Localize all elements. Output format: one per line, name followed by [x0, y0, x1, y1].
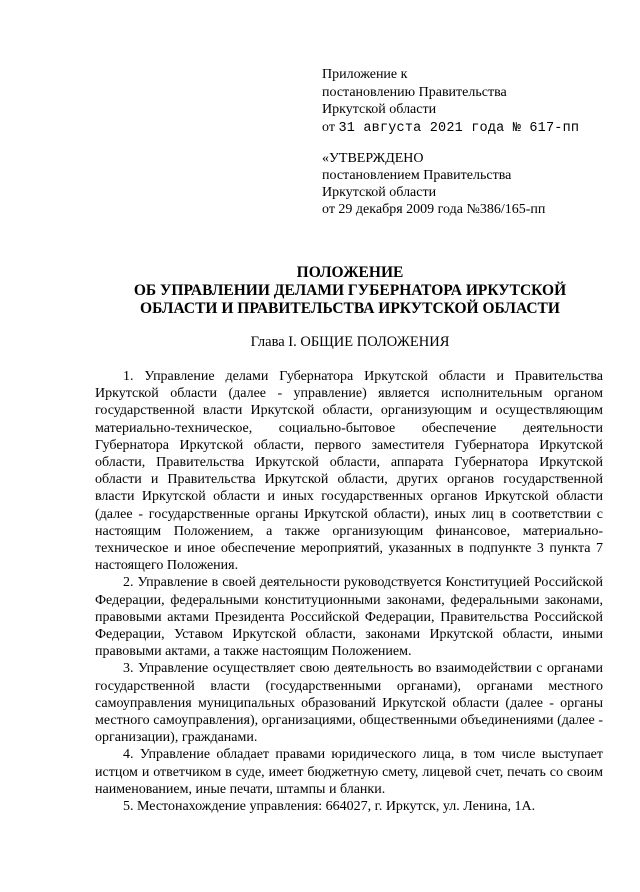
approved-line-4: от 29 декабря 2009 года №386/165-пп: [322, 202, 546, 217]
title-line-3: ОБЛАСТИ И ПРАВИТЕЛЬСТВА ИРКУТСКОЙ ОБЛАСТИ: [140, 300, 560, 317]
chapter-heading: Глава I. ОБЩИЕ ПОЛОЖЕНИЯ: [250, 334, 450, 350]
appendix-date-number: 31 августа 2021 года № 617-пп: [338, 120, 580, 136]
appendix-header: [322, 66, 622, 137]
paragraph-1: 1. Управление делами Губернатора Иркутской области и Правительства Иркутской области (далее - управление) является исполнительным органом государственной власти Иркутской области, организующим и осуществляющим материально-техническое, социально-бытовое обеспечение деятельности Губернатора Иркутской области, первого заместителя Губернатора Иркутской области, Правительства Иркутской области, аппарата Губернатора Иркутской области и Правительства Иркутской области, других органов государственной власти Иркутской области и иных государственных органов Иркутской области (далее - государственные органы Иркутской области), иных лиц в соответствии с настоящим Положением, а также организующим финансовое, материально-техническое и иное обеспечение мероприятий, указанных в подпункте 3 пункта 7 настоящего Положения.: [95, 369, 603, 574]
paragraph-3: 3. Управление осуществляет свою деятельность во взаимодействии с органами государственной власти (государственными органами), органами местного самоуправления муниципальных образований Иркутской области (далее - органы местного самоуправления), организациями, общественными объединениями (далее - организации), гражданами.: [95, 661, 603, 746]
appendix-line-2: постановлению Правительства: [322, 84, 507, 100]
paragraph-4: 4. Управление обладает правами юридического лица, в том числе выступает истцом и ответчиком в суде, имеет бюджетную смету, лицевой счет, печать со своим наименованием, иные печати, штампы и бланки.: [95, 747, 603, 797]
document-body: [95, 368, 603, 815]
approved-line-1: «УТВЕРЖДЕНО: [322, 151, 424, 166]
paragraph-5: 5. Местонахождение управления: 664027, г. Иркутск, ул. Ленина, 1А.: [123, 799, 536, 815]
document-title: [60, 264, 640, 318]
approved-line-2: постановлением Правительства: [322, 168, 512, 183]
approved-line-3: Иркутской области: [322, 185, 437, 200]
paragraph-2: 2. Управление в своей деятельности руководствуется Конституцией Российской Федерации, федеральными конституционными законами, федеральными законами, правовыми актами Президента Российской Федерации, Правительства Российской Федерации, Уставом Иркутской области, законами Иркутской области, иными правовыми актами, а также настоящим Положением.: [95, 575, 603, 660]
appendix-line-3: Иркутской области: [322, 102, 437, 117]
title-line-1: ПОЛОЖЕНИЕ: [296, 264, 404, 281]
title-line-2: ОБ УПРАВЛЕНИИ ДЕЛАМИ ГУБЕРНАТОРА ИРКУТСКОЙ: [133, 282, 567, 299]
appendix-line-1: Приложение к: [322, 67, 408, 82]
appendix-line-4: [322, 119, 622, 138]
approval-stamp-block: [322, 150, 622, 218]
appendix-date-prefix: от: [322, 119, 339, 135]
